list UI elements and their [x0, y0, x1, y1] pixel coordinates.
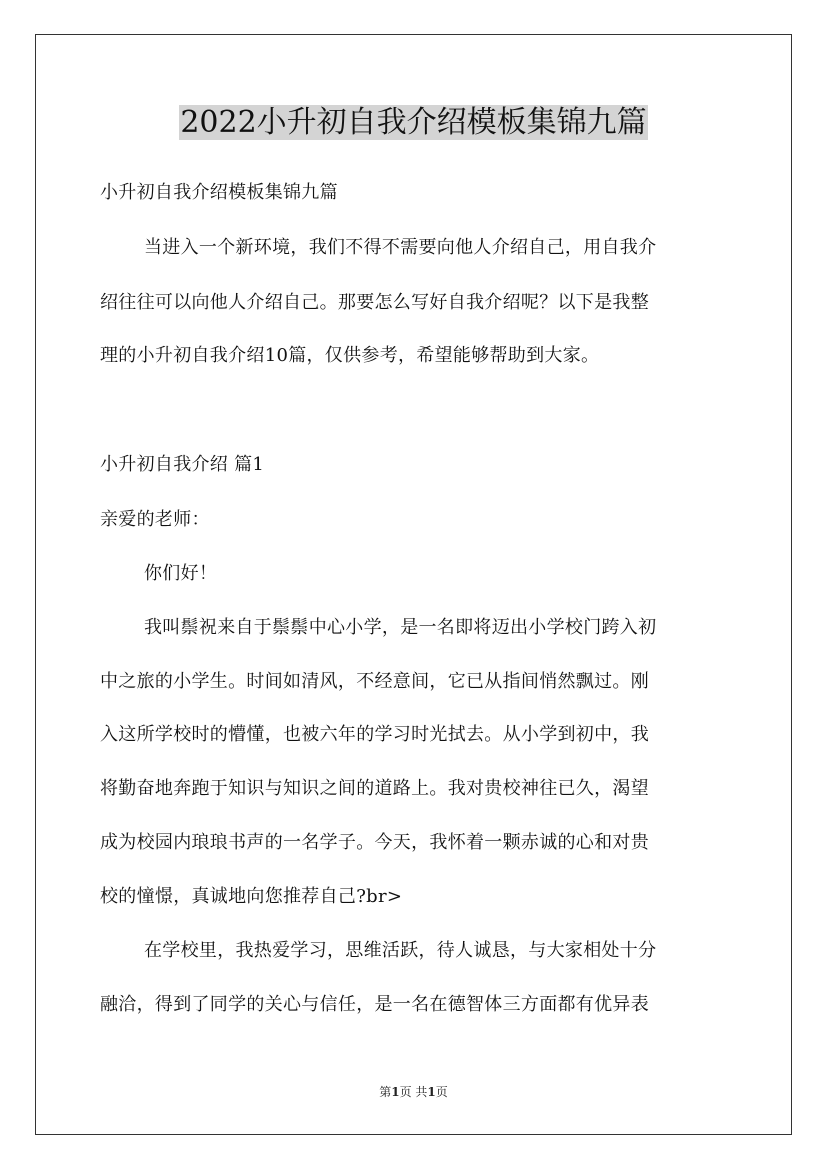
paragraph-line: 将勤奋地奔跑于知识与知识之间的道路上。我对贵校神往已久，渴望 [100, 778, 649, 799]
footer-page-mid: 页 共 [399, 1085, 428, 1099]
intro-line: 理的小升初自我介绍10篇，仅供参考，希望能够帮助到大家。 [100, 345, 600, 366]
footer-page-suffix: 页 [435, 1085, 448, 1099]
paragraph-line: 融洽，得到了同学的关心与信任，是一名在德智体三方面都有优异表 [100, 994, 649, 1015]
document-title-text: 2022小升初自我介绍模板集锦九篇 [180, 105, 647, 140]
intro-line: 当进入一个新环境，我们不得不需要向他人介绍自己，用自我介 [144, 237, 657, 258]
intro-line: 绍往往可以向他人介绍自己。那要怎么写好自我介绍呢？以下是我整 [100, 292, 649, 313]
page-footer [0, 1084, 827, 1100]
document-title [0, 103, 827, 143]
section-heading: 小升初自我介绍 篇1 [100, 454, 265, 475]
footer-page-prefix: 第 [379, 1085, 392, 1099]
paragraph-line: 我叫鬃祝来自于鬃鬃中心小学，是一名即将迈出小学校门跨入初 [144, 617, 657, 638]
footer-page-total: 1 [427, 1085, 436, 1099]
document-subtitle: 小升初自我介绍模板集锦九篇 [100, 182, 338, 203]
paragraph-line: 成为校园内琅琅书声的一名学子。今天，我怀着一颗赤诚的心和对贵 [100, 832, 649, 853]
paragraph-line: 在学校里，我热爱学习，思维活跃，待人诚恳，与大家相处十分 [144, 940, 657, 961]
paragraph-line: 入这所学校时的懵懂，也被六年的学习时光拭去。从小学到初中，我 [100, 724, 649, 745]
salutation: 亲爱的老师： [100, 509, 210, 530]
greeting: 你们好！ [144, 563, 218, 584]
paragraph-line: 校的憧憬，真诚地向您推荐自己?br> [100, 886, 403, 907]
footer-page-current: 1 [391, 1085, 400, 1099]
paragraph-line: 中之旅的小学生。时间如清风，不经意间，它已从指间悄然飘过。刚 [100, 671, 649, 692]
